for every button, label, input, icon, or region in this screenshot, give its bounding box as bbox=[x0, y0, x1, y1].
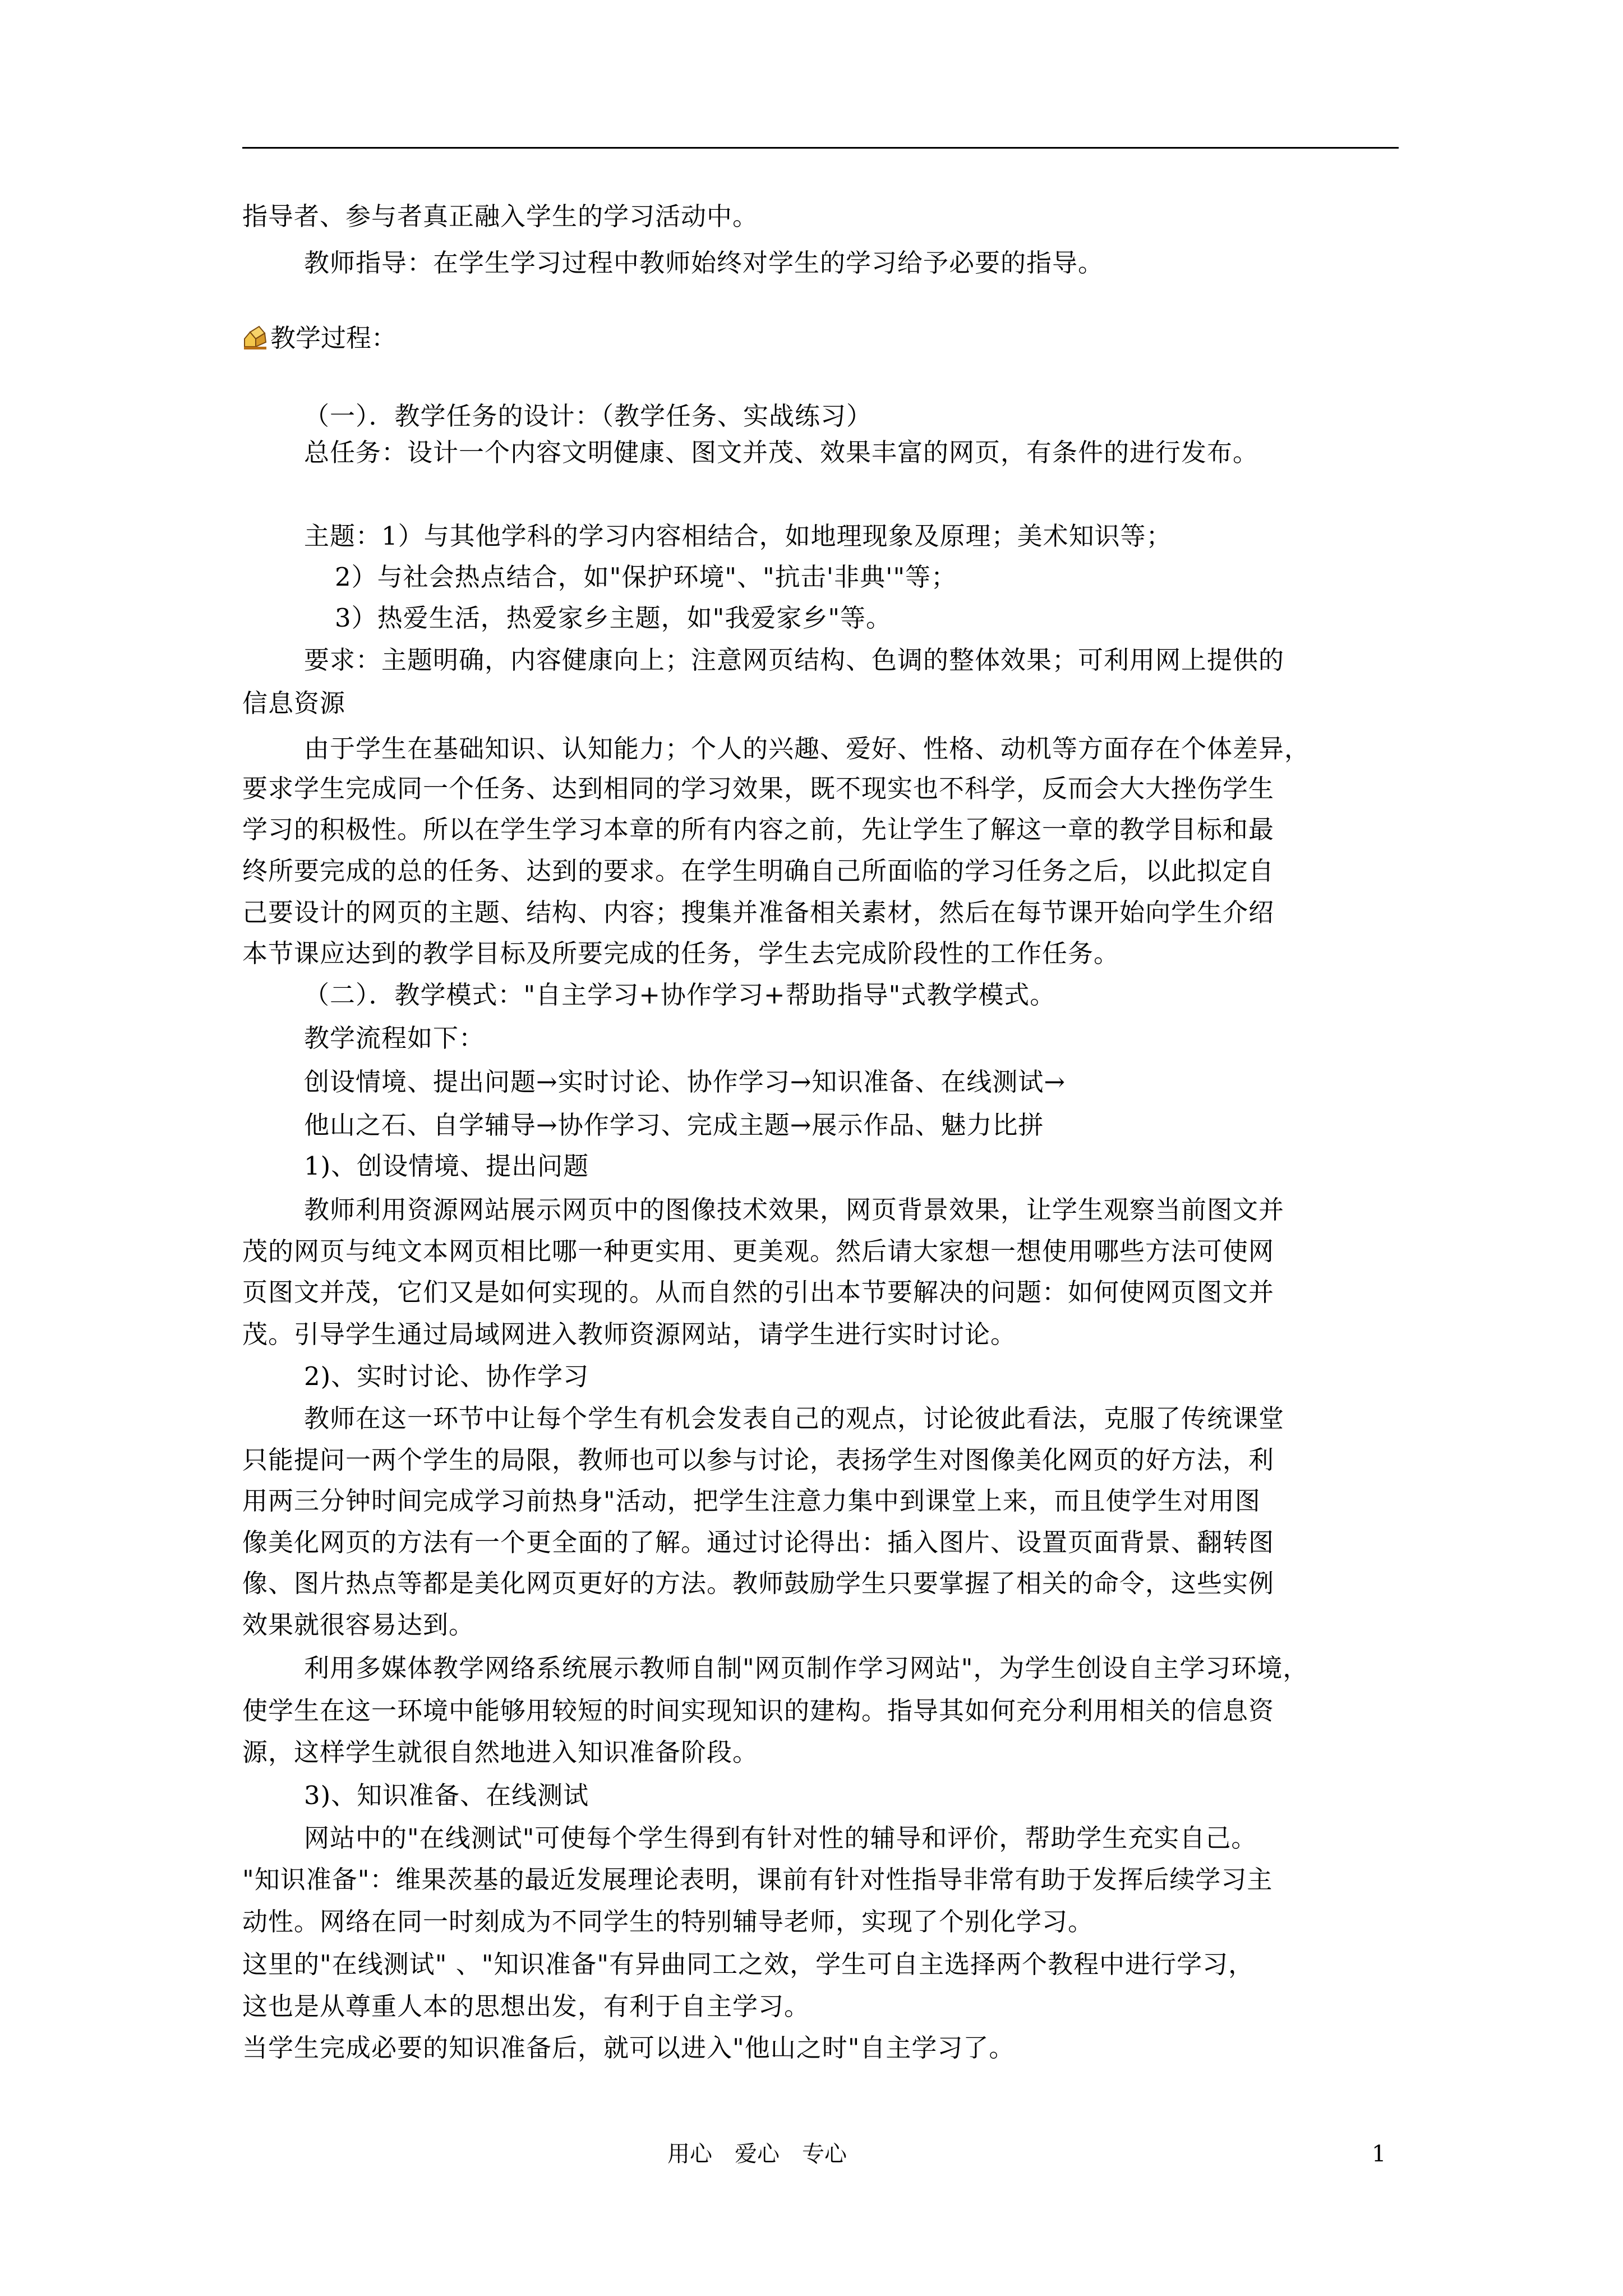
body-line: 主题：1）与其他学科的学习内容相结合，如地理现象及原理；美术知识等； bbox=[304, 521, 1172, 551]
body-line: 页图文并茂，它们又是如何实现的。从而自然的引出本节要解决的问题：如何使网页图文并 bbox=[242, 1277, 1275, 1307]
section-heading-text: 教学过程： bbox=[270, 323, 397, 353]
section-heading bbox=[242, 322, 396, 355]
body-line: 只能提问一两个学生的局限，教师也可以参与讨论，表扬学生对图像美化网页的好方法，利 bbox=[242, 1445, 1275, 1475]
body-line: 茂的网页与纯文本网页相比哪一种更实用、更美观。然后请大家想一想使用哪些方法可使网 bbox=[242, 1236, 1275, 1266]
body-line: 总任务：设计一个内容文明健康、图文并茂、效果丰富的网页，有条件的进行发布。 bbox=[304, 438, 1259, 467]
body-line: 终所要完成的总的任务、达到的要求。在学生明确自己所面临的学习任务之后，以此拟定自 bbox=[242, 856, 1275, 886]
body-line: 教学流程如下： bbox=[304, 1023, 485, 1053]
body-line: 他山之石、自学辅导→协作学习、完成主题→展示作品、魅力比拼 bbox=[304, 1110, 1044, 1140]
body-line: 教师指导：在学生学习过程中教师始终对学生的学习给予必要的指导。 bbox=[304, 248, 1104, 278]
body-line: 茂。引导学生通过局域网进入教师资源网站，请学生进行实时讨论。 bbox=[242, 1319, 1017, 1349]
body-line: 1)、创设情境、提出问题 bbox=[304, 1151, 589, 1181]
body-line: 己要设计的网页的主题、结构、内容；搜集并准备相关素材，然后在每节课开始向学生介绍 bbox=[242, 898, 1275, 927]
body-line: 这里的"在线测试" 、"知识准备"有异曲同工之效，学生可自主选择两个教程中进行学习， bbox=[242, 1949, 1255, 1979]
body-line: 网站中的"在线测试"可使每个学生得到有针对性的辅导和评价，帮助学生充实自己。 bbox=[304, 1823, 1257, 1853]
body-line: 创设情境、提出问题→实时讨论、协作学习→知识准备、在线测试→ bbox=[304, 1067, 1066, 1097]
body-line: 使学生在这一环境中能够用较短的时间实现知识的建构。指导其如何充分利用相关的信息资 bbox=[242, 1696, 1275, 1726]
pencil-icon bbox=[242, 325, 268, 351]
body-line: （一）．教学任务的设计：（教学任务、实战练习） bbox=[304, 401, 873, 431]
body-line: 3)、知识准备、在线测试 bbox=[304, 1780, 589, 1810]
body-line: 源，这样学生就很自然地进入知识准备阶段。 bbox=[242, 1737, 759, 1767]
body-line: 用两三分钟时间完成学习前热身"活动，把学生注意力集中到课堂上来，而且使学生对用图 bbox=[242, 1486, 1261, 1516]
body-line: 指导者、参与者真正融入学生的学习活动中。 bbox=[242, 201, 759, 231]
body-line: 这也是从尊重人本的思想出发，有利于自主学习。 bbox=[242, 1991, 810, 2021]
body-line: 像美化网页的方法有一个更全面的了解。通过讨论得出：插入图片、设置页面背景、翻转图 bbox=[242, 1527, 1275, 1557]
body-line: 教师利用资源网站展示网页中的图像技术效果，网页背景效果，让学生观察当前图文并 bbox=[304, 1195, 1285, 1225]
body-line: 动性。网络在同一时刻成为不同学生的特别辅导老师，实现了个别化学习。 bbox=[242, 1907, 1094, 1936]
body-line: （二）．教学模式："自主学习+协作学习+帮助指导"式教学模式。 bbox=[304, 980, 1056, 1010]
body-line: 信息资源 bbox=[242, 688, 346, 718]
body-line: 教师在这一环节中让每个学生有机会发表自己的观点，讨论彼此看法，克服了传统课堂 bbox=[304, 1404, 1285, 1433]
page-number: 1 bbox=[1372, 2141, 1386, 2167]
body-line: 2)、实时讨论、协作学习 bbox=[304, 1361, 589, 1391]
body-line: 由于学生在基础知识、认知能力；个人的兴趣、爱好、性格、动机等方面存在个体差异， bbox=[304, 734, 1311, 763]
body-line: 当学生完成必要的知识准备后，就可以进入"他山之时"自主学习了。 bbox=[242, 2033, 1015, 2063]
body-line: 3）热爱生活，热爱家乡主题，如"我爱家乡"等。 bbox=[335, 603, 892, 633]
body-line: 2）与社会热点结合，如"保护环境"、"抗击'非典'"等； bbox=[335, 562, 957, 592]
body-line: "知识准备"：维果茨基的最近发展理论表明，课前有针对性指导非常有助于发挥后续学习主 bbox=[242, 1865, 1273, 1894]
body-line: 像、图片热点等都是美化网页更好的方法。教师鼓励学生只要掌握了相关的命令，这些实例 bbox=[242, 1568, 1275, 1598]
body-line: 本节课应达到的教学目标及所要完成的任务，学生去完成阶段性的工作任务。 bbox=[242, 938, 1120, 968]
body-line: 效果就很容易达到。 bbox=[242, 1610, 475, 1640]
body-line: 利用多媒体教学网络系统展示教师自制"网页制作学习网站"，为学生创设自主学习环境， bbox=[304, 1653, 1309, 1683]
footer-motto: 用心 爱心 专心 bbox=[667, 2141, 847, 2167]
body-line: 学习的积极性。所以在学生学习本章的所有内容之前，先让学生了解这一章的教学目标和最 bbox=[242, 815, 1275, 844]
body-line: 要求学生完成同一个任务、达到相同的学习效果，既不现实也不科学，反而会大大挫伤学生 bbox=[242, 774, 1275, 803]
header-rule bbox=[242, 147, 1399, 149]
body-line: 要求：主题明确，内容健康向上；注意网页结构、色调的整体效果；可利用网上提供的 bbox=[304, 645, 1285, 675]
